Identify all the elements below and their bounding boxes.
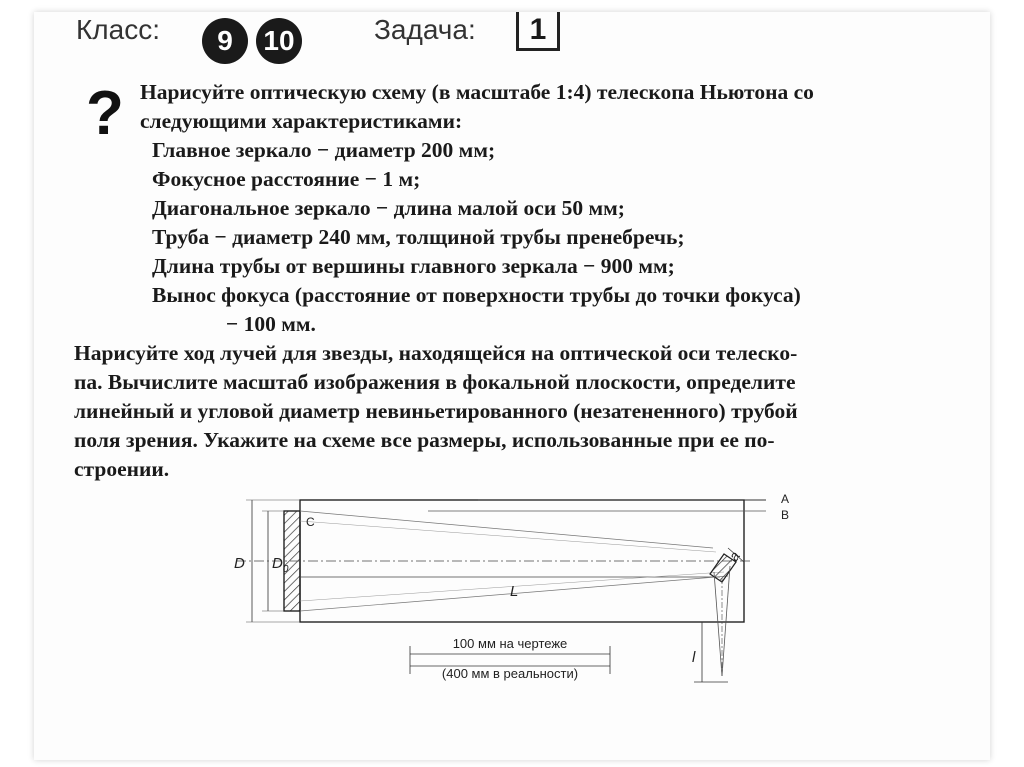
task-label: Задача: [374,14,476,45]
scale-caption-2: (400 мм в реальности) [441,666,579,681]
label-A: A [781,492,790,506]
body-line: линейный и угловой диаметр невиньетированного (незатененного) трубой [74,399,798,423]
task-number: 1 [516,12,560,51]
body-line: поля зрения. Укажите на схеме все размеры, использованные при ее по- [74,428,775,452]
body-line: па. Вычислите масштаб изображения в фокальной плоскости, определите [74,370,796,394]
reflected-ray [714,572,722,676]
telescope-diagram [228,486,828,686]
label-C: C [306,515,315,529]
label-a: a [725,548,743,564]
body-line: Нарисуйте ход лучей для звезды, находящейся на оптической оси телеско- [74,341,798,365]
spec-line: Диагональное зеркало − длина малой оси 50 мм; [152,196,625,220]
intro-line: следующими характеристиками: [140,109,463,133]
spec-line: Фокусное расстояние − 1 м; [152,167,421,191]
class-label: Класс: [76,14,160,45]
label-l: l [692,649,696,666]
grade-10-badge: 10 [256,18,302,64]
reflected-ray [722,566,730,676]
spec-line: Главное зеркало − диаметр 200 мм; [152,138,496,162]
label-D0: $D_0$ [272,555,289,575]
task-intro [140,78,814,136]
question-icon: ? [86,79,124,148]
spec-line: Длина трубы от вершины главного зеркала − 900 мм; [152,254,675,278]
spec-line: − 100 мм. [226,312,316,336]
label-L: L [510,583,519,600]
spec-line: Вынос фокуса (расстояние от поверхности трубы до точки фокуса) [152,283,801,307]
label-D: D [234,555,245,572]
task-body [74,339,798,484]
intro-line: Нарисуйте оптическую схему (в масштабе 1:4) телескопа Ньютона со [140,80,814,104]
body-line: строении. [74,457,170,481]
task-specs [152,136,801,339]
spec-line: Труба − диаметр 240 мм, толщиной трубы пренебречь; [152,225,685,249]
grade-9-badge: 9 [202,18,248,64]
ray [300,511,713,548]
task-page [34,12,990,760]
label-B: B [781,508,790,522]
scale-caption-1: 100 мм на чертеже [452,636,568,651]
ray [300,521,716,552]
